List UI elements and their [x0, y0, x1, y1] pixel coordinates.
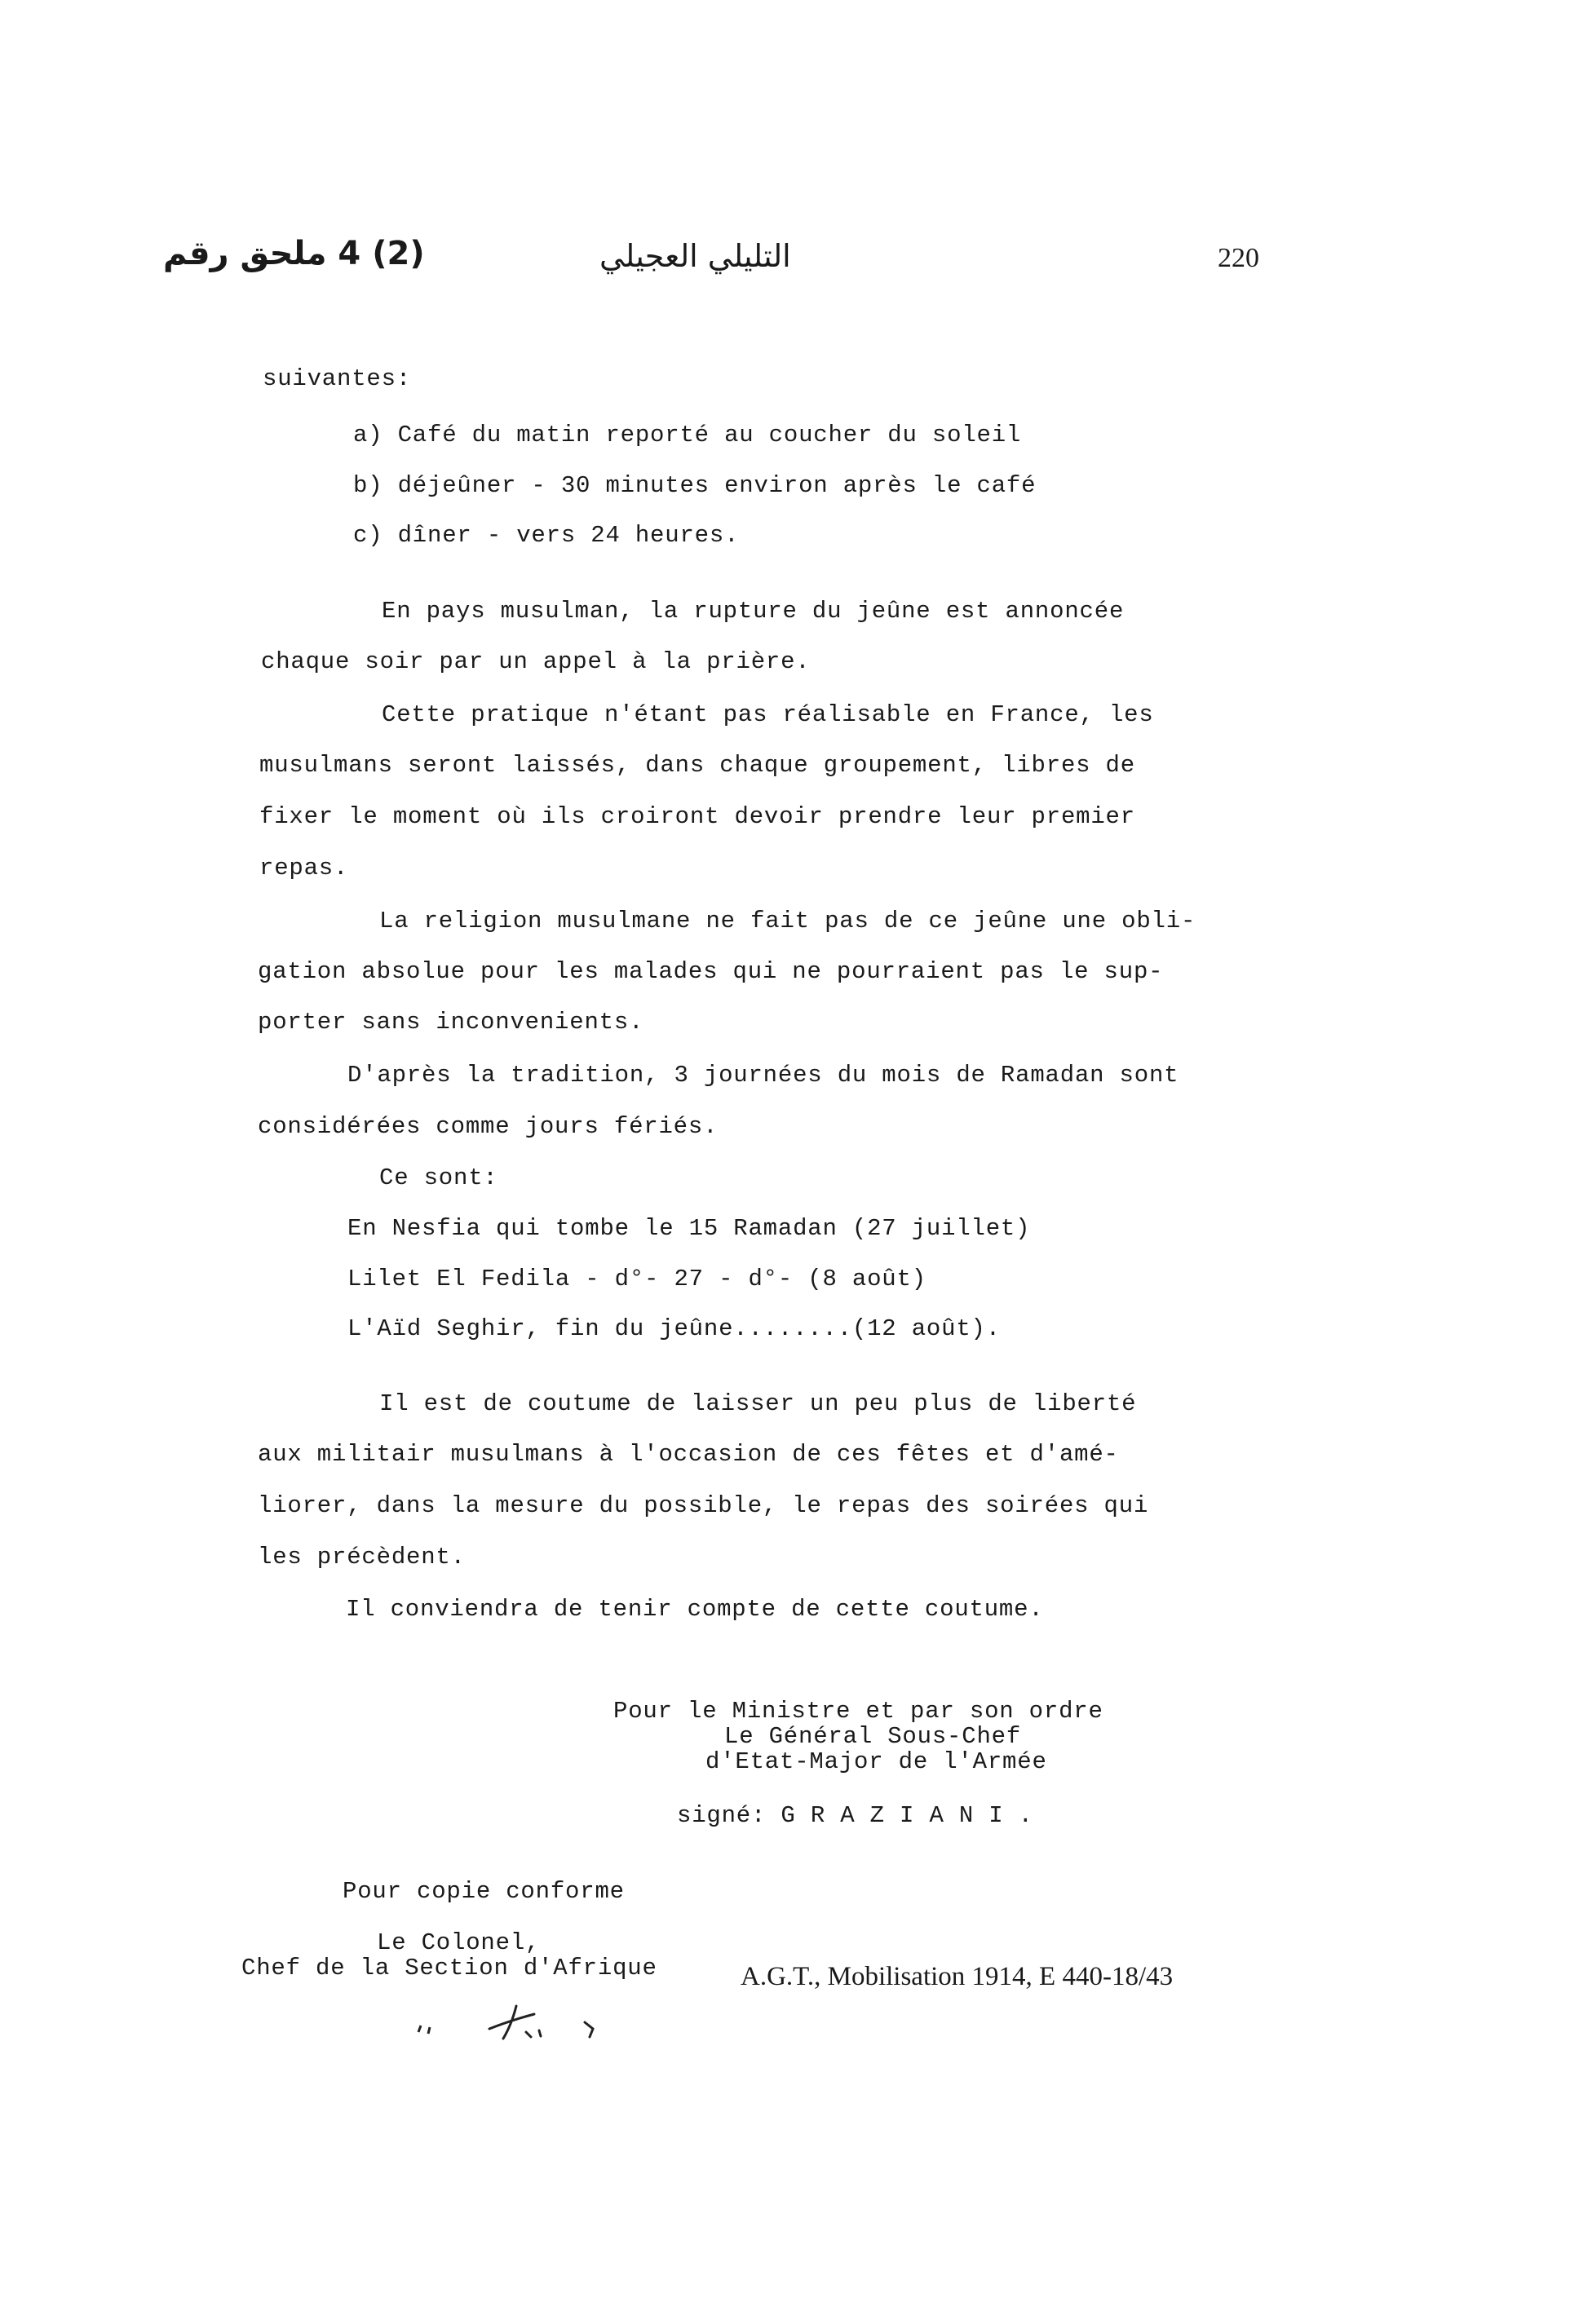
- schedule-item: a) Café du matin reporté au coucher du soleil: [353, 422, 1022, 448]
- paragraph-line: considérées comme jours fériés.: [258, 1113, 719, 1140]
- paragraph-line: repas.: [259, 855, 349, 881]
- paragraph-line: aux militair musulmans à l'occasion de ces fêtes et d'amé-: [258, 1441, 1119, 1468]
- paragraph-line: les précèdent.: [258, 1544, 466, 1571]
- paragraph-line: musulmans seront laissés, dans chaque groupement, libres de: [259, 752, 1135, 779]
- paragraph-line: La religion musulmane ne fait pas de ce jeûne une obli-: [379, 908, 1196, 934]
- page-number: 220: [1218, 243, 1259, 273]
- schedule-item: b) déjeûner - 30 minutes environ après le café: [353, 472, 1037, 499]
- paragraph-line: fixer le moment où ils croiront devoir prendre leur premier: [259, 803, 1135, 830]
- signed-name: signé: G R A Z I A N I .: [677, 1802, 1033, 1829]
- paragraph-line: Il est de coutume de laisser un peu plus de liberté: [379, 1390, 1137, 1417]
- intro-line: suivantes:: [263, 365, 412, 392]
- copy-line: Chef de la Section d'Afrique: [241, 1955, 657, 1982]
- paragraph-line: Cette pratique n'étant pas réalisable en France, les: [382, 701, 1154, 728]
- signature-line: Le Général Sous-Chef: [724, 1723, 1022, 1750]
- handwritten-signature: [412, 1998, 616, 2047]
- schedule-item: c) dîner - vers 24 heures.: [353, 522, 740, 549]
- copy-line: Pour copie conforme: [343, 1878, 625, 1905]
- copy-line: Le Colonel,: [377, 1929, 541, 1956]
- paragraph-line: D'après la tradition, 3 journées du mois de Ramadan sont: [347, 1062, 1179, 1089]
- paragraph-line: gation absolue pour les malades qui ne pourraient pas le sup-: [258, 958, 1164, 985]
- paragraph-line: Ce sont:: [379, 1164, 498, 1191]
- archive-reference: A.G.T., Mobilisation 1914, E 440-18/43: [741, 1962, 1174, 1991]
- signature-line: Pour le Ministre et par son ordre: [613, 1698, 1103, 1725]
- paragraph-line: chaque soir par un appel à la prière.: [261, 648, 811, 675]
- holiday-item: L'Aïd Seghir, fin du jeûne........(12 août).: [347, 1315, 1001, 1342]
- paragraph-line: Il conviendra de tenir compte de cette coutume.: [346, 1596, 1044, 1623]
- holiday-item: En Nesfia qui tombe le 15 Ramadan (27 juillet): [347, 1215, 1031, 1242]
- author-name: التليلي العجيلي: [599, 238, 791, 274]
- paragraph-line: porter sans inconvenients.: [258, 1009, 644, 1036]
- annex-label: (2) 4 ملحق رقم: [163, 235, 425, 272]
- paragraph-line: En pays musulman, la rupture du jeûne est annoncée: [382, 598, 1125, 625]
- holiday-item: Lilet El Fedila - d°- 27 - d°- (8 août): [347, 1266, 926, 1292]
- signature-line: d'Etat-Major de l'Armée: [705, 1748, 1047, 1775]
- paragraph-line: liorer, dans la mesure du possible, le repas des soirées qui: [258, 1492, 1149, 1519]
